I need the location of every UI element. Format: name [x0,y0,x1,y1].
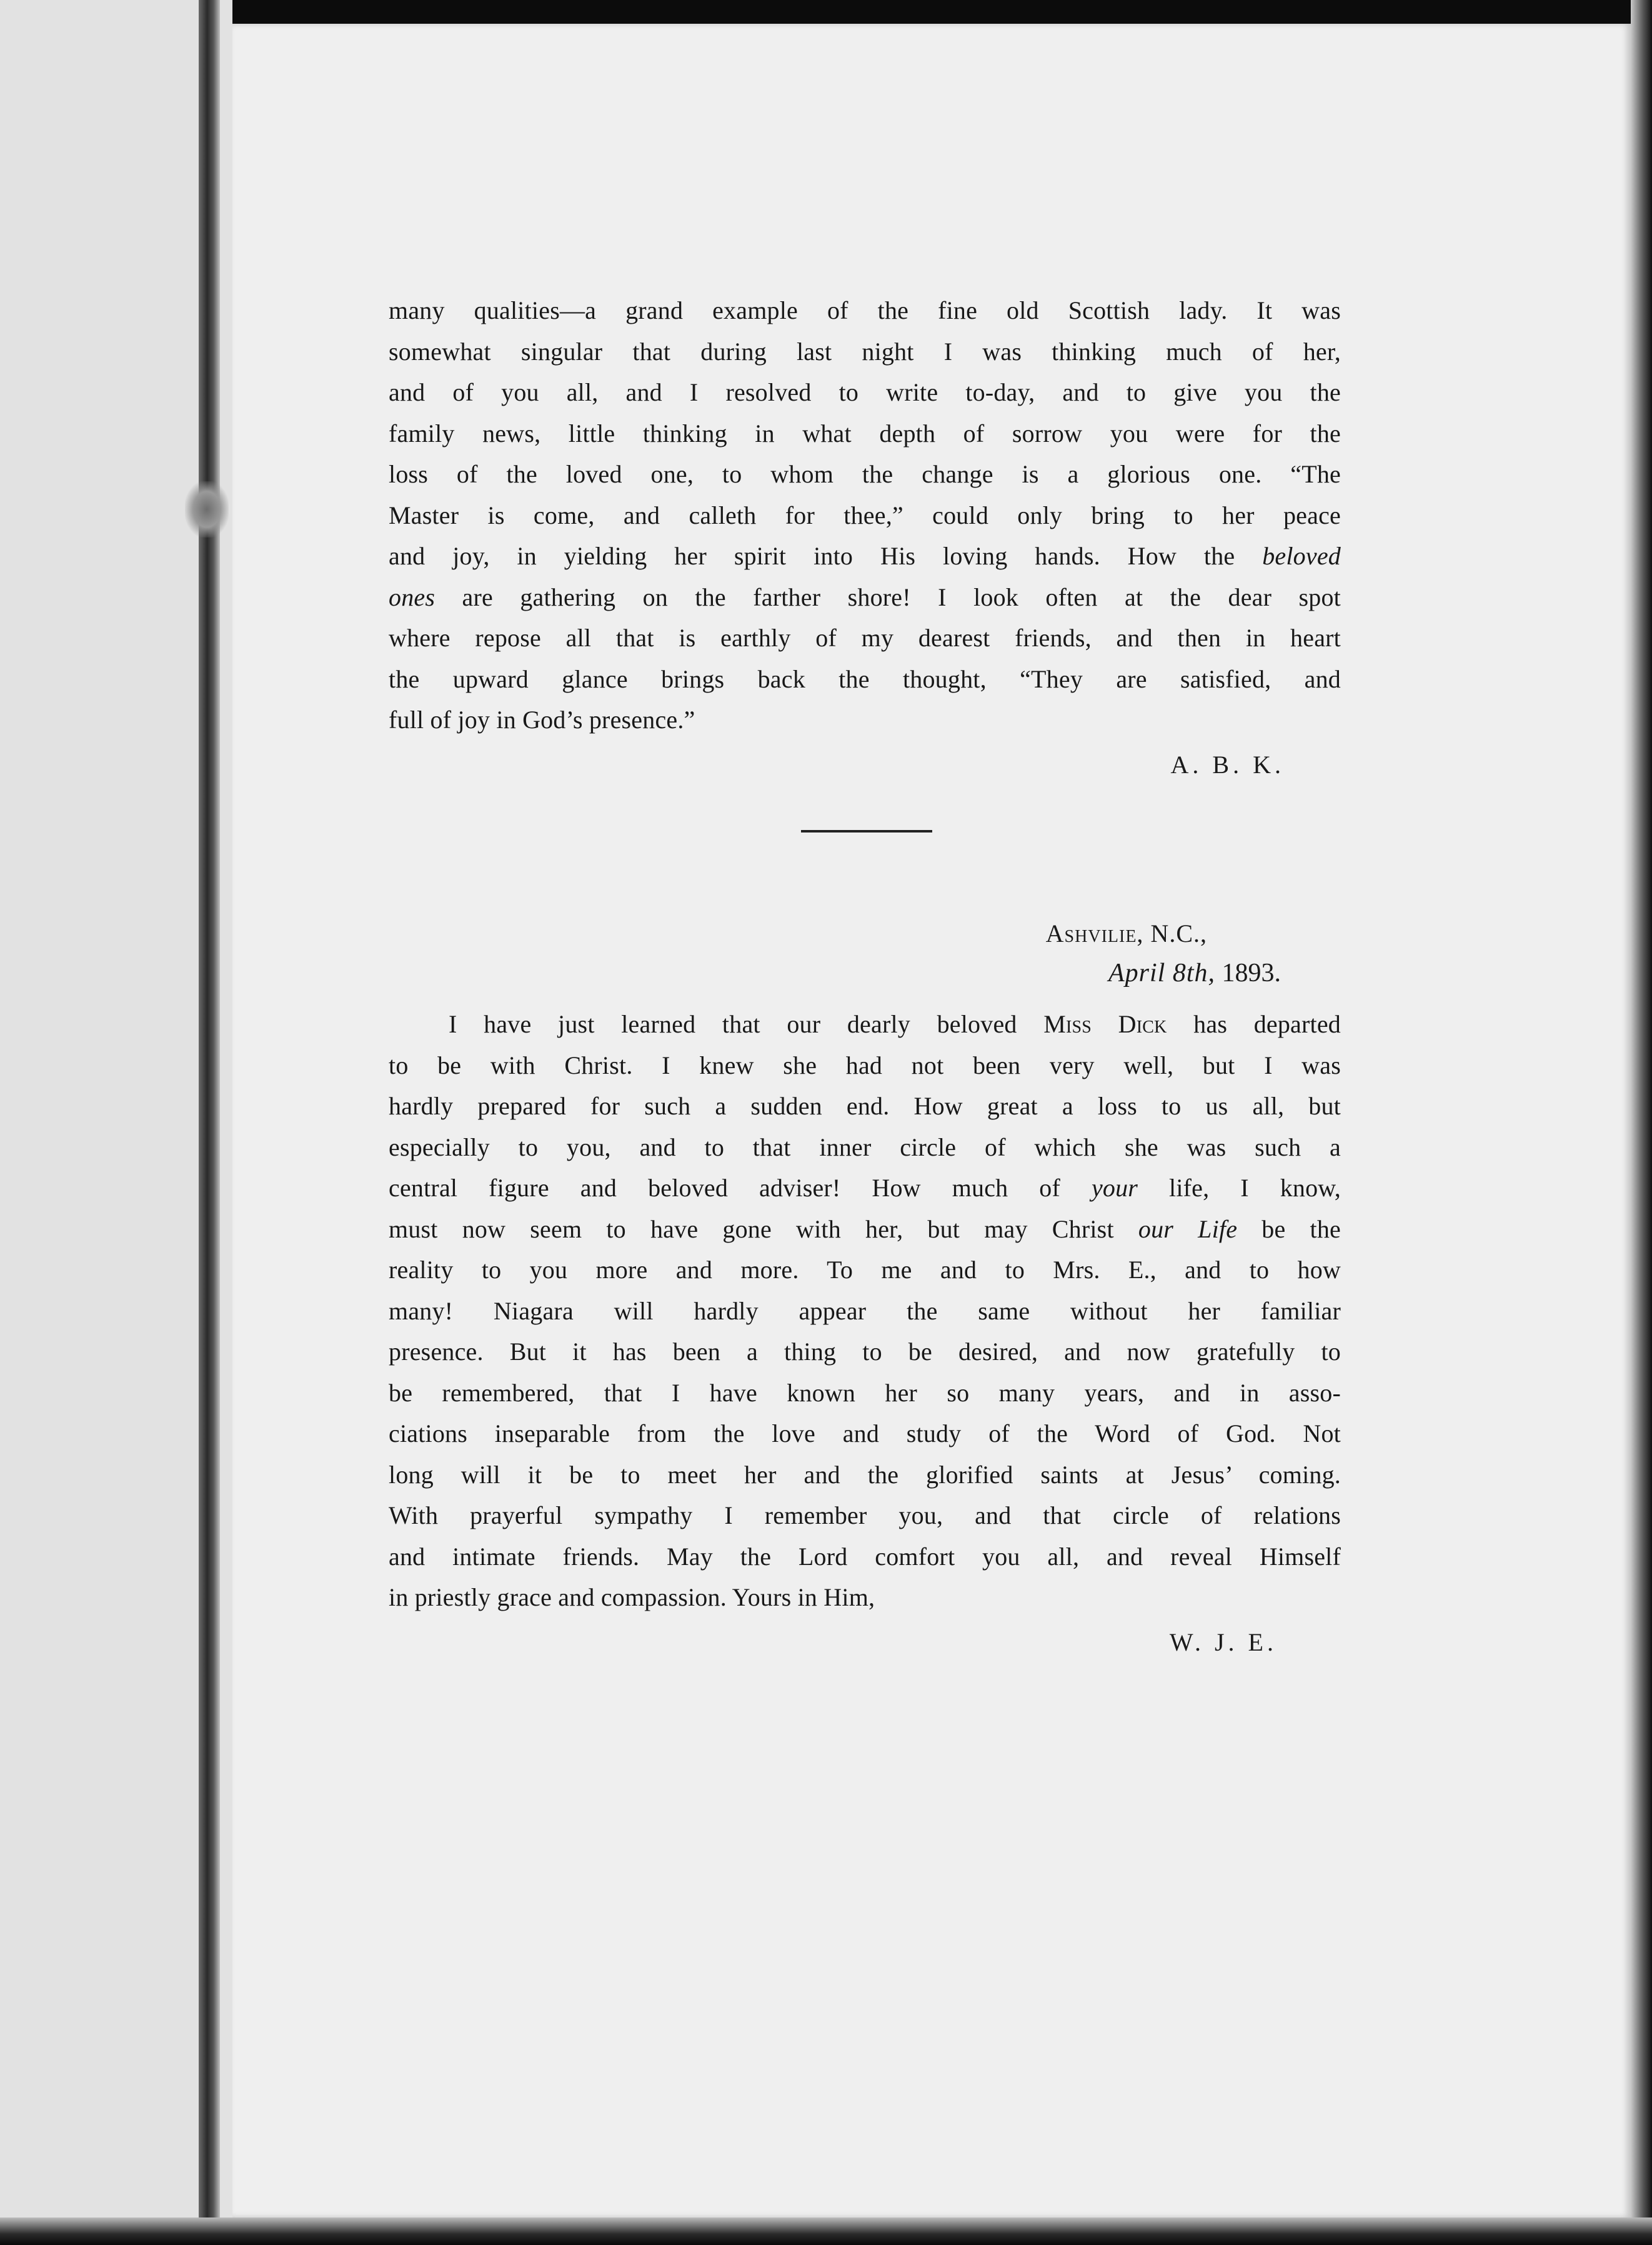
letter-2-line [389,1004,1341,1045]
name-smallcaps: Miss Dick [1043,1010,1167,1038]
scan-bottom-border [0,2218,1652,2245]
scan-left-margin [0,0,232,2245]
binding-tear-mark [185,481,229,538]
letter-1-line: full of joy in God’s presence.” [389,706,695,734]
letter-2-line: reality to you more and more. To me and to Mrs. E., and to how [389,1256,1341,1284]
text-run: central figure and beloved adviser! How much of [389,1174,1092,1202]
letter-2-line: ciations inseparable from the love and study of the Word of God. Not [389,1419,1341,1448]
letter-1-line: where repose all that is earthly of my dearest friends, and then in heart [389,624,1341,652]
scan-top-border [0,0,1652,24]
letter-2-line: presence. But it has been a thing to be desired, and now gratefully to [389,1338,1341,1366]
letter-2-line: many! Niagara will hardly appear the same without her familiar [389,1296,1341,1325]
letter-1-line: Master is come, and calleth for thee,” could only bring to her peace [389,501,1341,529]
letter-1-line: many qualities—a grand example of the fine old Scottish lady. It was [389,296,1341,324]
letter-2-line: be remembered, that I have known her so many years, and in asso- [389,1378,1341,1407]
letter-2-line: With prayerful sympathy I remember you, and that circle of relations [389,1501,1341,1529]
letter-2-place: Ashvilie, N.C., [1045,919,1207,948]
letter-1-signature: A. B. K. [1170,751,1285,779]
letter-1-line: and of you all, and I resolved to write to-day, and to give you the [389,378,1341,406]
letter-2-line: long will it be to meet her and the glorified saints at Jesus’ coming. [389,1460,1341,1489]
date-italic: April 8th, [1108,959,1215,988]
letter-2-signature: W. J. E. [1169,1628,1277,1656]
text-run: be the [1237,1214,1341,1243]
letter-1-line: loss of the loved one, to whom the change is a glorious one. “The [389,460,1341,488]
letter-1-line [389,577,1341,618]
letter-1-line [389,536,1341,577]
text-run: and joy, in yielding her spirit into His loving hands. How the [389,542,1235,570]
text-run: are gathering on the farther shore! I look often at the dear spot [435,582,1341,611]
letter-2-line: to be with Christ. I knew she had not been very well, but I was [389,1051,1341,1079]
letter-2-date [1108,958,1281,988]
letter-2-body [389,1004,1341,1618]
letter-1-line: somewhat singular that during last night I was thinking much of her, [389,337,1341,366]
text-run: must now seem to have gone with her, but may Christ [389,1214,1138,1243]
italic-run: our Life [1138,1214,1238,1243]
date-year: 1893. [1215,959,1281,988]
text-run: life, I know, [1138,1174,1341,1202]
book-binding-edge [199,0,220,2245]
section-divider [801,830,932,832]
letter-2-line: hardly prepared for such a sudden end. How great a loss to us all, but [389,1092,1341,1120]
letter-2-line [389,1209,1341,1250]
letter-1-line: family news, little thinking in what depth of sorrow you were for the [389,419,1341,448]
italic-run: your [1091,1174,1138,1202]
text-run: I have just learned that our dearly beloved [449,1010,1044,1038]
scan-right-border [1631,0,1652,2245]
letter-2-line: especially to you, and to that inner circle of which she was such a [389,1132,1341,1161]
letter-2-line: in priestly grace and compassion. Yours in Him, [389,1583,875,1611]
italic-run: beloved [1262,542,1341,570]
text-run: has departed [1167,1010,1341,1038]
letter-2-line: and intimate friends. May the Lord comfort you all, and reveal Himself [389,1542,1341,1571]
italic-run: ones [389,582,435,611]
letter-2-line [389,1168,1341,1209]
letter-1-line: the upward glance brings back the thought, “They are satisfied, and [389,664,1341,693]
letter-1-body [389,290,1341,741]
